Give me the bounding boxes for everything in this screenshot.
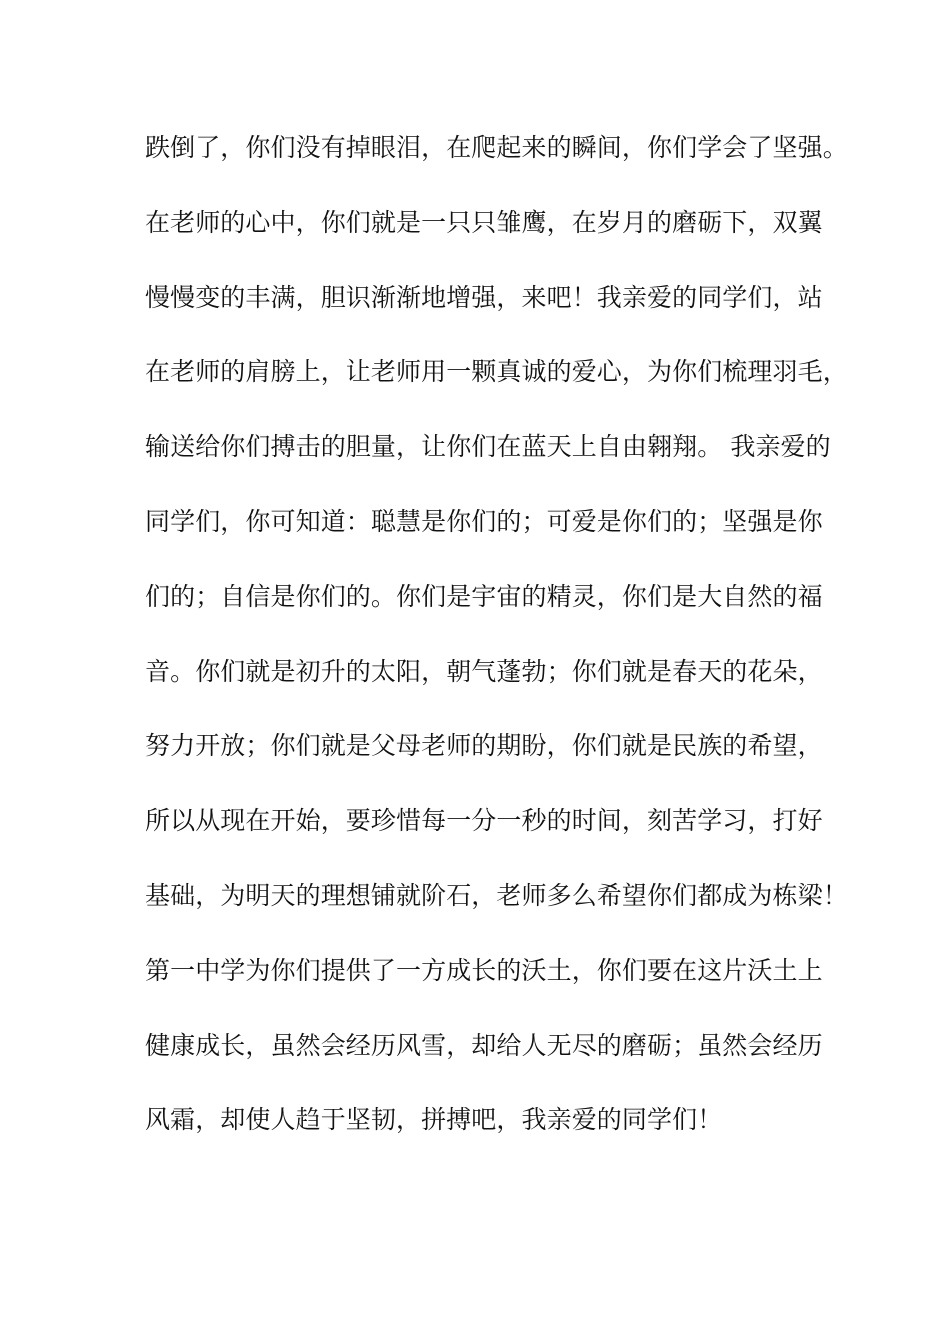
text-line: 所以从现在开始，要珍惜每一分一秒的时间，刻苦学习，打好	[145, 806, 823, 836]
text-line: 输送给你们搏击的胆量，让你们在蓝天上自由翱翔。 我亲爱的	[145, 432, 831, 462]
text-line: 同学们，你可知道：聪慧是你们的；可爱是你们的；坚强是你	[145, 506, 823, 536]
text-line: 基础，为明天的理想铺就阶石，老师多么希望你们都成为栋梁！	[145, 880, 848, 910]
text-line: 努力开放；你们就是父母老师的期盼，你们就是民族的希望，	[145, 731, 823, 761]
body-text	[145, 128, 848, 1175]
text-line: 音。你们就是初升的太阳，朝气蓬勃；你们就是春天的花朵，	[145, 656, 823, 686]
text-line: 在老师的肩膀上，让老师用一颗真诚的爱心，为你们梳理羽毛，	[145, 357, 848, 387]
text-line: 健康成长，虽然会经历风雪，却给人无尽的磨砺；虽然会经历	[145, 1030, 823, 1060]
text-line: 们的；自信是你们的。你们是宇宙的精灵，你们是大自然的福	[145, 581, 823, 611]
text-line: 跌倒了，你们没有掉眼泪，在爬起来的瞬间，你们学会了坚强。	[145, 133, 848, 162]
text-line: 在老师的心中，你们就是一只只雏鹰，在岁月的磨砺下，双翼	[145, 207, 823, 237]
text-line: 风霜，却使人趋于坚韧，拼搏吧，我亲爱的同学们！	[145, 1105, 723, 1135]
text-line: 第一中学为你们提供了一方成长的沃土，你们要在这片沃土上	[145, 955, 823, 985]
text-line: 慢慢变的丰满，胆识渐渐地增强，来吧！我亲爱的同学们，站	[145, 282, 823, 312]
